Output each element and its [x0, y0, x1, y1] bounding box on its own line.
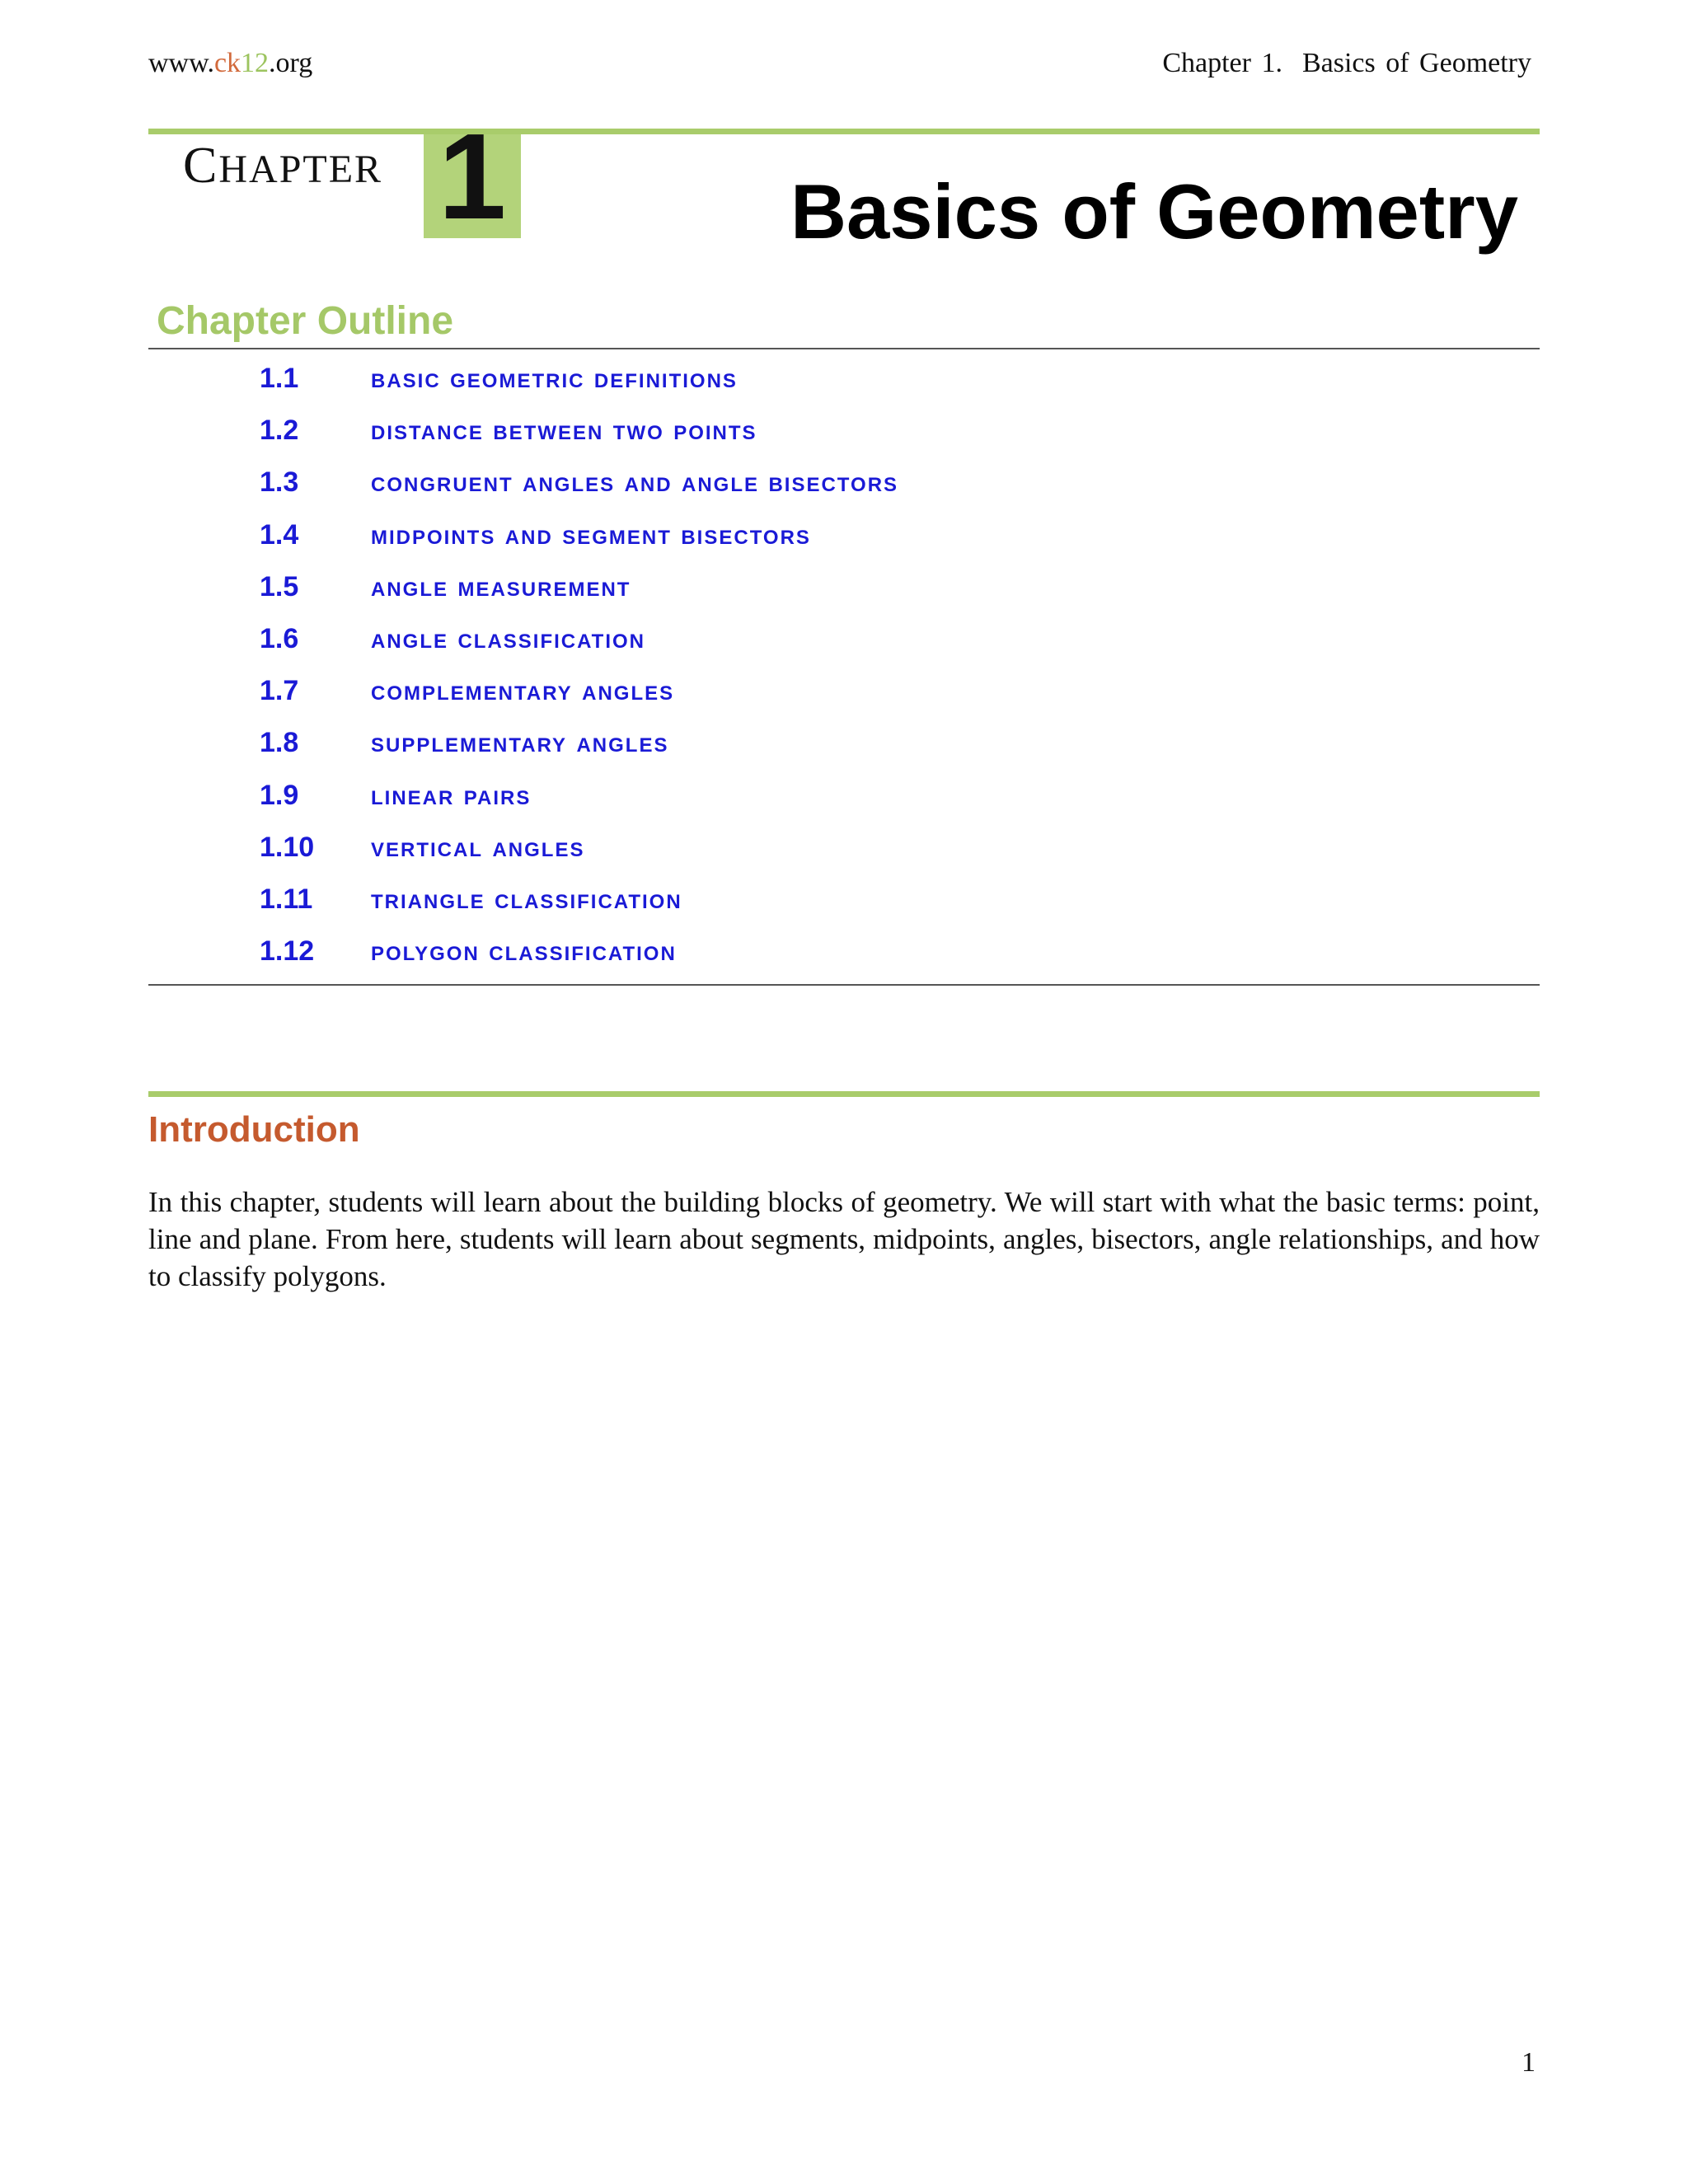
outline-item-number: 1.1 — [260, 363, 299, 394]
outline-item-number: 1.5 — [260, 570, 299, 602]
outline-item-number: 1.12 — [260, 935, 315, 968]
introduction-heading: Introduction — [148, 1109, 360, 1150]
outline-item-title: supplementary angles — [371, 727, 669, 759]
chapter-number: 1 — [438, 109, 507, 245]
site-url-ck: ck — [213, 48, 241, 78]
site-url[interactable] — [148, 48, 312, 79]
chapter-label-rest: HAPTER — [218, 148, 383, 191]
outline-item-title: basic geometric definitions — [371, 363, 738, 394]
outline-bottom-rule — [148, 984, 1540, 986]
outline-item-number: 1.6 — [260, 622, 299, 654]
chapter-number-box — [424, 109, 521, 245]
outline-item[interactable] — [260, 883, 1414, 935]
outline-top-rule — [148, 348, 1540, 349]
outline-item-title: polygon classification — [371, 935, 677, 968]
outline-item-number: 1.9 — [260, 779, 299, 811]
outline-item[interactable] — [260, 727, 1414, 779]
outline-item-number: 1.7 — [260, 675, 299, 707]
outline-item[interactable] — [260, 571, 1414, 623]
site-url-suffix: .org — [269, 48, 313, 78]
page-number: 1 — [1522, 2047, 1536, 2078]
outline-item-title: angle measurement — [371, 570, 631, 602]
outline-item[interactable] — [260, 780, 1414, 832]
site-url-prefix: www. — [148, 48, 214, 78]
outline-item[interactable] — [260, 832, 1414, 883]
running-header-title: Basics of Geometry — [1301, 48, 1531, 78]
outline-item[interactable] — [260, 363, 1414, 415]
outline-item-number: 1.10 — [260, 831, 315, 863]
outline-heading: Chapter Outline — [157, 299, 454, 343]
outline-item-title: distance between two points — [371, 415, 757, 447]
outline-item-number: 1.8 — [260, 727, 299, 759]
outline-item[interactable] — [260, 935, 1414, 987]
outline-item[interactable] — [260, 466, 1414, 518]
outline-item[interactable] — [260, 675, 1414, 727]
outline-item-title: linear pairs — [371, 779, 532, 811]
outline-item-title: vertical angles — [371, 831, 585, 863]
intro-green-rule — [148, 1091, 1540, 1097]
chapter-label — [183, 137, 382, 195]
outline-item[interactable] — [260, 415, 1414, 466]
introduction-paragraph: In this chapter, students will learn about the building blocks of geometry. We will start with what the basic terms: point, line and plane. From here, students will learn about segments, midpoints, angles, bisectors, angle relationships, and how to classify polygons. — [148, 1186, 1540, 1292]
outline-item-title: triangle classification — [371, 883, 682, 915]
outline-item-title: angle classification — [371, 622, 645, 654]
outline-item-number: 1.4 — [260, 518, 299, 551]
outline-item-number: 1.11 — [260, 883, 313, 915]
chapter-outline-list — [260, 363, 1414, 987]
site-url-num: 12 — [241, 48, 270, 78]
outline-item[interactable] — [260, 519, 1414, 571]
outline-item-title: complementary angles — [371, 675, 675, 707]
outline-item-number: 1.2 — [260, 415, 299, 447]
top-green-rule — [148, 129, 1540, 134]
outline-item-title: congruent angles and angle bisectors — [371, 466, 899, 499]
chapter-label-initial: C — [183, 138, 219, 194]
running-header — [1162, 48, 1531, 79]
outline-item-number: 1.3 — [260, 466, 299, 499]
chapter-title: Basics of Geometry — [790, 168, 1518, 255]
outline-item[interactable] — [260, 623, 1414, 675]
outline-item-title: midpoints and segment bisectors — [371, 518, 811, 551]
running-header-chapter: Chapter 1. — [1162, 48, 1282, 78]
